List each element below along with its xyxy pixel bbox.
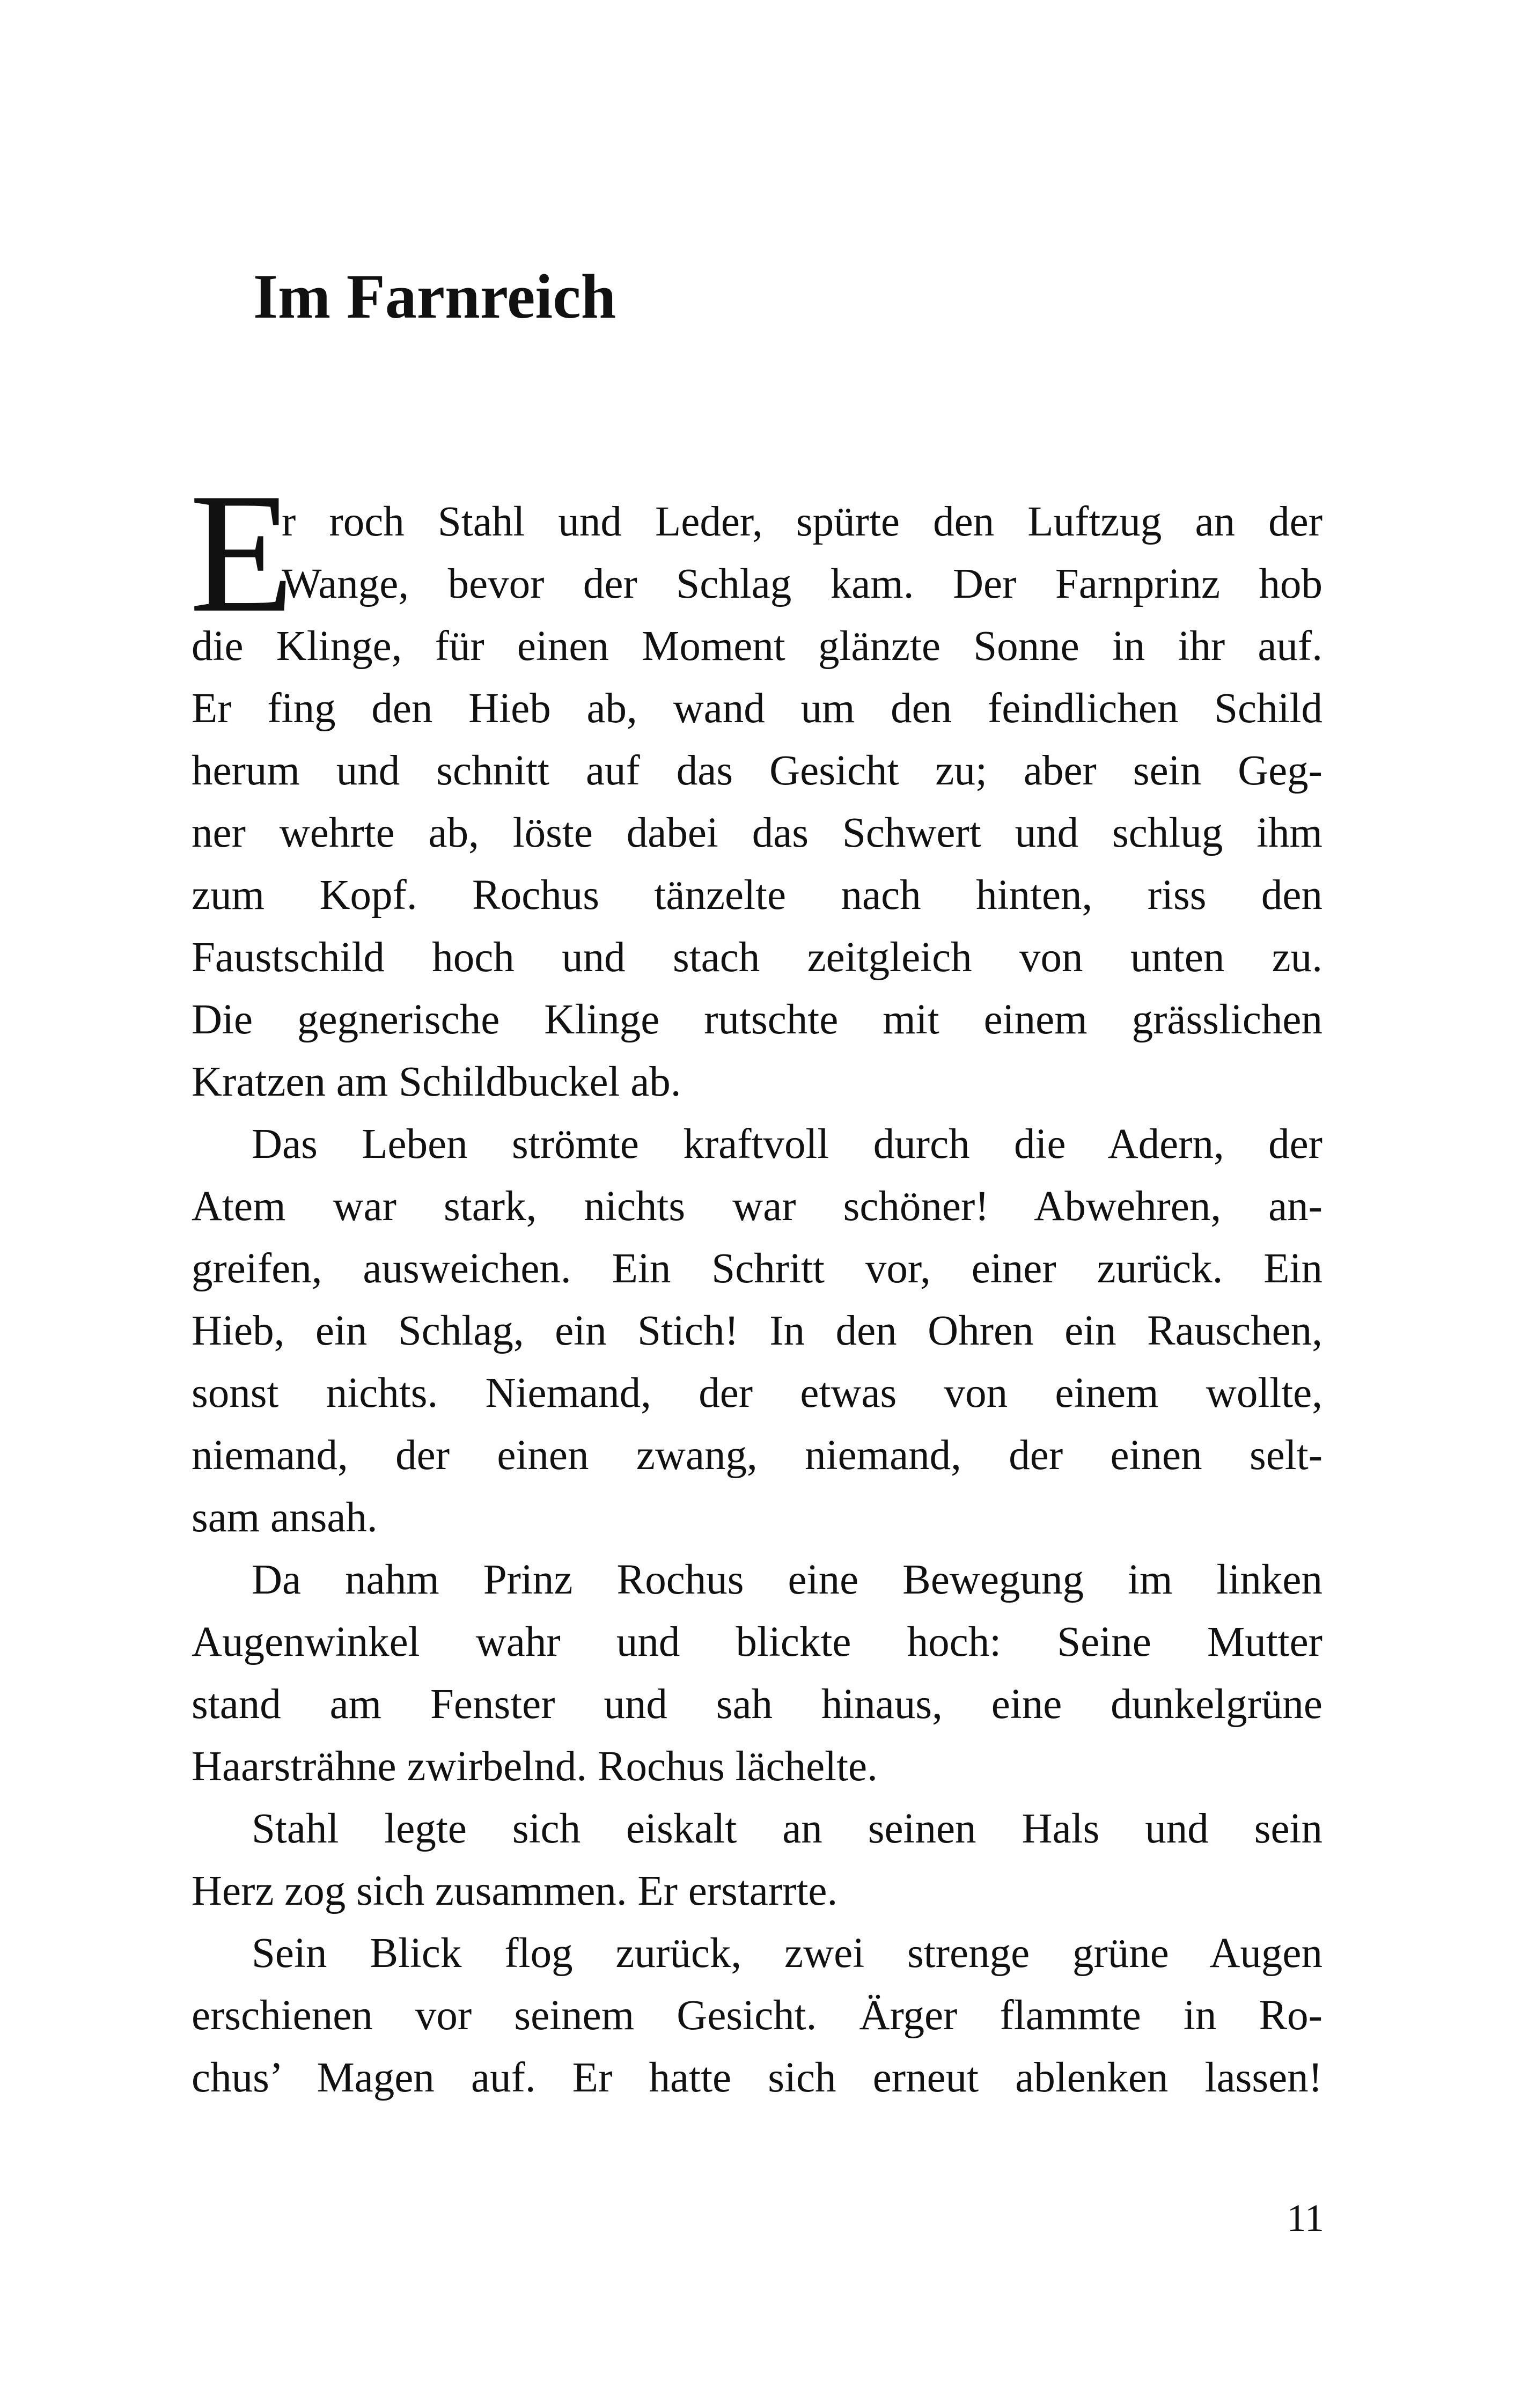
text-line: greifen, ausweichen. Ein Schritt vor, einer zurück. Ein <box>192 1245 1322 1292</box>
text-line: herum und schnitt auf das Gesicht zu; aber sein Geg- <box>192 747 1322 794</box>
drop-cap: E <box>189 458 295 648</box>
text-line: Herz zog sich zusammen. Er erstarrte. <box>192 1868 838 1914</box>
text-line: Faustschild hoch und stach zeitgleich von unten zu. <box>192 934 1322 981</box>
text-line: Das Leben strömte kraftvoll durch die Adern, der <box>252 1121 1322 1168</box>
text-line: Da nahm Prinz Rochus eine Bewegung im linken <box>252 1557 1322 1603</box>
text-line: niemand, der einen zwang, niemand, der einen selt- <box>192 1432 1322 1479</box>
text-line: Die gegnerische Klinge rutschte mit einem grässlichen <box>192 996 1322 1043</box>
text-line: die Klinge, für einen Moment glänzte Sonne in ihr auf. <box>192 623 1322 670</box>
text-line: sam ansah. <box>192 1494 378 1541</box>
text-line: r roch Stahl und Leder, spürte den Luftzug an der <box>282 498 1322 545</box>
text-line: Hieb, ein Schlag, ein Stich! In den Ohren ein Rauschen, <box>192 1308 1322 1354</box>
page-number: 11 <box>1287 2197 1324 2240</box>
text-line: Kratzen am Schildbuckel ab. <box>192 1059 681 1105</box>
text-line: Stahl legte sich eiskalt an seinen Hals und sein <box>252 1805 1322 1852</box>
text-line: sonst nichts. Niemand, der etwas von einem wollte, <box>192 1370 1322 1416</box>
text-line: Augenwinkel wahr und blickte hoch: Seine Mutter <box>192 1619 1322 1665</box>
text-line: Atem war stark, nichts war schöner! Abwehren, an- <box>192 1183 1322 1230</box>
text-line: zum Kopf. Rochus tänzelte nach hinten, riss den <box>192 872 1322 919</box>
text-line: stand am Fenster und sah hinaus, eine dunkelgrüne <box>192 1681 1322 1728</box>
text-line: ner wehrte ab, löste dabei das Schwert und schlug ihm <box>192 810 1322 856</box>
text-line: erschienen vor seinem Gesicht. Ärger flammte in Ro- <box>192 1992 1322 2039</box>
chapter-title: Im Farnreich <box>253 261 616 332</box>
text-line: Wange, bevor der Schlag kam. Der Farnprinz hob <box>282 561 1322 607</box>
text-line: Er fing den Hieb ab, wand um den feindlichen Schild <box>192 685 1322 732</box>
text-line: chus’ Magen auf. Er hatte sich erneut ablenken lassen! <box>192 2054 1322 2101</box>
text-line: Sein Blick flog zurück, zwei strenge grüne Augen <box>252 1930 1322 1977</box>
text-line: Haarsträhne zwirbelnd. Rochus lächelte. <box>192 1743 878 1790</box>
body-text <box>189 458 1322 2109</box>
